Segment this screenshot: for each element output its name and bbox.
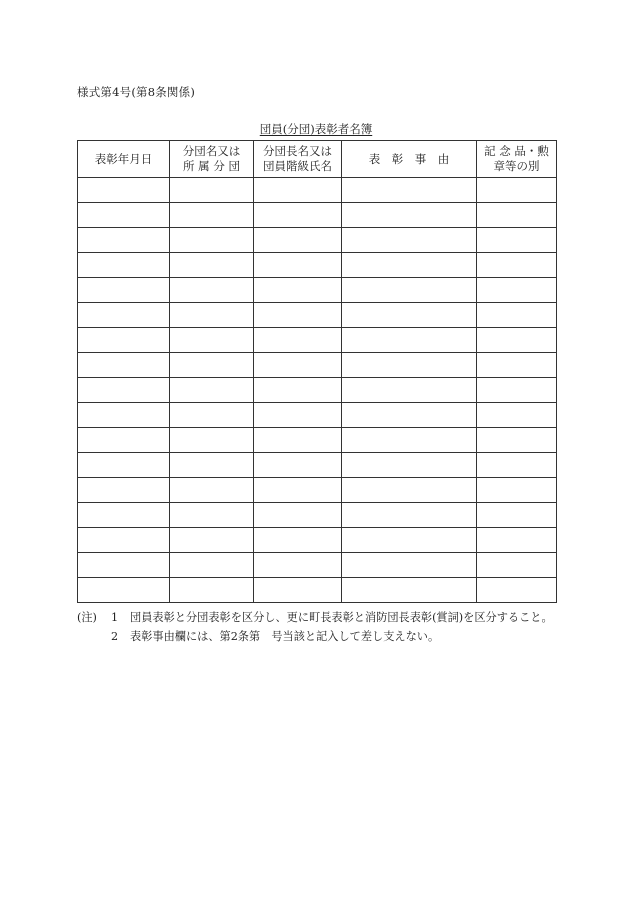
table-cell[interactable]	[254, 553, 342, 578]
note-text: 団員表彰と分団表彰を区分し、更に町長表彰と消防団長表彰(賞詞)を区分すること。	[130, 611, 553, 624]
table-cell[interactable]	[342, 553, 477, 578]
table-cell[interactable]	[78, 353, 170, 378]
table-cell[interactable]	[78, 428, 170, 453]
table-cell[interactable]	[342, 478, 477, 503]
table-cell[interactable]	[78, 378, 170, 403]
table-cell[interactable]	[254, 303, 342, 328]
notes-prefix: (注)	[77, 611, 97, 624]
table-cell[interactable]	[342, 403, 477, 428]
table-cell[interactable]	[342, 578, 477, 603]
table-cell[interactable]	[477, 578, 557, 603]
table-cell[interactable]	[342, 278, 477, 303]
table-row	[78, 478, 557, 503]
column-header-line: 所 属 分 団	[183, 159, 240, 173]
table-cell[interactable]	[342, 328, 477, 353]
table-cell[interactable]	[78, 203, 170, 228]
column-header-award-type	[477, 141, 557, 178]
table-cell[interactable]	[254, 278, 342, 303]
table-cell[interactable]	[78, 228, 170, 253]
table-cell[interactable]	[78, 553, 170, 578]
column-header-line: 団員階級氏名	[263, 159, 332, 173]
column-header-line: 表 彰 事 由	[368, 151, 450, 166]
table-cell[interactable]	[254, 403, 342, 428]
table-cell[interactable]	[477, 303, 557, 328]
table-cell[interactable]	[342, 203, 477, 228]
table-cell[interactable]	[477, 528, 557, 553]
note-item	[77, 609, 559, 626]
column-header-leader-name	[254, 141, 342, 178]
table-row	[78, 228, 557, 253]
table-cell[interactable]	[254, 228, 342, 253]
table-cell[interactable]	[477, 278, 557, 303]
column-header-line: 表彰年月日	[94, 151, 153, 166]
table-cell[interactable]	[477, 203, 557, 228]
table-cell[interactable]	[342, 253, 477, 278]
table-cell[interactable]	[170, 378, 254, 403]
table-cell[interactable]	[254, 203, 342, 228]
table-row	[78, 328, 557, 353]
table-cell[interactable]	[254, 478, 342, 503]
table-cell[interactable]	[254, 453, 342, 478]
table-cell[interactable]	[170, 478, 254, 503]
table-cell[interactable]	[170, 403, 254, 428]
column-header-commendation-date	[78, 141, 170, 178]
table-cell[interactable]	[477, 503, 557, 528]
table-cell[interactable]	[477, 428, 557, 453]
table-cell[interactable]	[254, 378, 342, 403]
table-cell[interactable]	[477, 553, 557, 578]
table-cell[interactable]	[78, 178, 170, 203]
table-cell[interactable]	[170, 253, 254, 278]
table-cell[interactable]	[78, 278, 170, 303]
table-cell[interactable]	[477, 403, 557, 428]
table-cell[interactable]	[170, 278, 254, 303]
table-cell[interactable]	[477, 453, 557, 478]
table-cell[interactable]	[78, 578, 170, 603]
table-row	[78, 503, 557, 528]
table-cell[interactable]	[342, 428, 477, 453]
table-row	[78, 303, 557, 328]
column-header-commendation-reason	[342, 141, 477, 178]
table-cell[interactable]	[342, 303, 477, 328]
column-header-line: 章等の別	[493, 159, 540, 173]
column-header-line: 分団長名又は	[263, 144, 332, 158]
table-cell[interactable]	[170, 578, 254, 603]
table-cell[interactable]	[78, 403, 170, 428]
table-cell[interactable]	[254, 528, 342, 553]
table-cell[interactable]	[78, 503, 170, 528]
table-title	[77, 121, 555, 137]
column-header-line: 記 念 品・勲	[484, 144, 549, 158]
table-row	[78, 578, 557, 603]
table-row	[78, 528, 557, 553]
table-cell[interactable]	[342, 378, 477, 403]
commendation-roster-table	[77, 140, 557, 603]
table-cell[interactable]	[170, 553, 254, 578]
table-cell[interactable]	[78, 328, 170, 353]
table-cell[interactable]	[342, 453, 477, 478]
note-number: 2	[111, 630, 119, 643]
table-row	[78, 553, 557, 578]
table-header-row	[78, 141, 557, 178]
table-cell[interactable]	[78, 253, 170, 278]
table-cell[interactable]	[170, 353, 254, 378]
table-cell[interactable]	[78, 528, 170, 553]
table-cell[interactable]	[477, 478, 557, 503]
table-cell[interactable]	[170, 203, 254, 228]
table-cell[interactable]	[78, 303, 170, 328]
table-cell[interactable]	[170, 528, 254, 553]
table-cell[interactable]	[78, 478, 170, 503]
table-cell[interactable]	[342, 528, 477, 553]
note-item	[77, 628, 559, 645]
table-cell[interactable]	[254, 253, 342, 278]
table-cell[interactable]	[254, 503, 342, 528]
table-cell[interactable]	[254, 578, 342, 603]
table-row	[78, 378, 557, 403]
table-row	[78, 203, 557, 228]
table-cell[interactable]	[342, 228, 477, 253]
table-cell[interactable]	[170, 453, 254, 478]
table-cell[interactable]	[342, 503, 477, 528]
table-cell[interactable]	[170, 303, 254, 328]
table-row	[78, 453, 557, 478]
table-cell[interactable]	[254, 328, 342, 353]
table-cell[interactable]	[170, 428, 254, 453]
table-cell[interactable]	[477, 228, 557, 253]
table-cell[interactable]	[254, 428, 342, 453]
table-cell[interactable]	[477, 253, 557, 278]
note-text: 表彰事由欄には、第2条第 号当該と記入して差し支えない。	[130, 630, 440, 643]
table-row	[78, 178, 557, 203]
table-row	[78, 253, 557, 278]
table-cell[interactable]	[342, 178, 477, 203]
table-row	[78, 353, 557, 378]
table-cell[interactable]	[342, 353, 477, 378]
form-number-label: 様式第4号(第8条関係)	[77, 85, 196, 99]
column-header-branch-name	[170, 141, 254, 178]
table-row	[78, 403, 557, 428]
table-cell[interactable]	[170, 503, 254, 528]
column-header-line: 分団名又は	[182, 144, 241, 158]
table-cell[interactable]	[477, 178, 557, 203]
table-cell[interactable]	[170, 178, 254, 203]
table-cell[interactable]	[477, 378, 557, 403]
notes-section	[77, 609, 559, 647]
note-number: 1	[111, 611, 119, 624]
table-title-text: 団員(分団)表彰者名簿	[259, 122, 373, 136]
table-cell[interactable]	[170, 328, 254, 353]
table-cell[interactable]	[254, 353, 342, 378]
table-cell[interactable]	[78, 453, 170, 478]
table-cell[interactable]	[254, 178, 342, 203]
table-row	[78, 428, 557, 453]
table-row	[78, 278, 557, 303]
table-cell[interactable]	[477, 328, 557, 353]
table-cell[interactable]	[477, 353, 557, 378]
table-cell[interactable]	[170, 228, 254, 253]
